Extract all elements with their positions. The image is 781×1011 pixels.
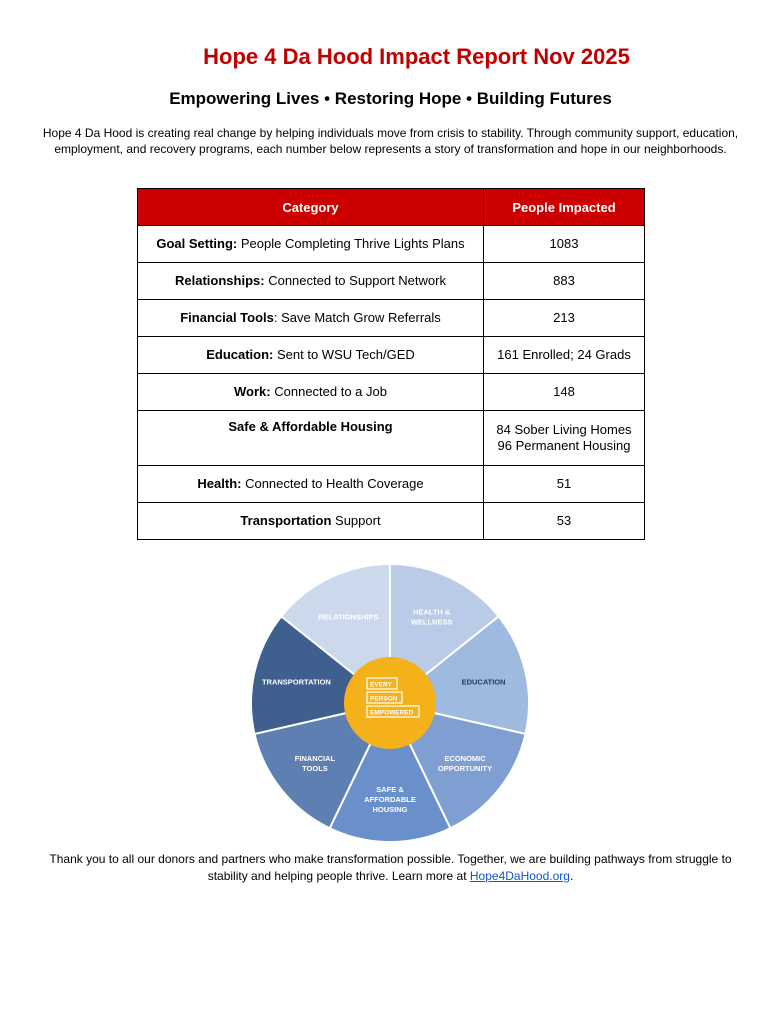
website-link[interactable]: Hope4DaHood.org (469, 869, 570, 883)
category-cell: Work: Connected to a Job (138, 374, 484, 411)
wedge-label-housing: SAFE & (376, 785, 404, 794)
category-cell: Goal Setting: People Completing Thrive Lights Plans (138, 226, 484, 263)
impact-cell: 53 (484, 503, 645, 540)
table-row (138, 337, 645, 374)
category-cell: Education: Sent to WSU Tech/GED (138, 337, 484, 374)
wedge-label-housing: AFFORDABLE (364, 795, 416, 804)
table-row (138, 411, 645, 466)
impact-table (137, 188, 645, 540)
impact-cell: 883 (484, 263, 645, 300)
center-line-3: EMPOWERED (370, 709, 414, 717)
impact-cell: 148 (484, 374, 645, 411)
table-row (138, 503, 645, 540)
impact-cell: 1083 (484, 226, 645, 263)
impact-cell: 84 Sober Living Homes 96 Permanent Housing (484, 411, 645, 466)
intro-paragraph: Hope 4 Da Hood is creating real change by helping individuals move from crisis to stability. Through community support, education, employment, and recovery programs, each number below represents a story of transformation and hope in our neighborhoods. (42, 126, 739, 156)
category-cell: Relationships: Connected to Support Network (138, 263, 484, 300)
category-cell: Transportation Support (138, 503, 484, 540)
center-line-1: EVERY (370, 681, 392, 689)
wedge-label-health: HEALTH & (412, 607, 451, 617)
impact-cell: 51 (484, 466, 645, 503)
table-row (138, 374, 645, 411)
wedge-label-economic: OPPORTUNITY (437, 763, 493, 773)
footer-paragraph: Thank you to all our donors and partners who make transformation possible. Together, we are building pathways from struggle to stability and helping people thrive. Learn more at Hope4DaHood.org. (49, 852, 732, 883)
wedge-label-financial: FINANCIAL (294, 753, 336, 763)
category-cell: Safe & Affordable Housing (138, 411, 484, 466)
impact-cell: 161 Enrolled; 24 Grads (484, 337, 645, 374)
wedge-label-transportation: TRANSPORTATION (261, 677, 331, 687)
table-row (138, 263, 645, 300)
wedge-label-education: EDUCATION (461, 677, 506, 687)
wedge-label-economic: ECONOMIC (444, 753, 486, 763)
category-header: Category (138, 189, 484, 226)
table-header-row (138, 189, 645, 226)
category-cell: Financial Tools: Save Match Grow Referrals (138, 300, 484, 337)
impact-header: People Impacted (484, 189, 645, 226)
impact-cell: 213 (484, 300, 645, 337)
table-row (138, 226, 645, 263)
center-line-2: PERSON (370, 695, 398, 703)
empowerment-wheel (248, 561, 532, 845)
wedge-label-financial: TOOLS (302, 763, 328, 773)
page-subtitle: Empowering Lives • Restoring Hope • Building Futures (169, 89, 612, 108)
table-row (138, 466, 645, 503)
page-title: Hope 4 Da Hood Impact Report Nov 2025 (203, 44, 630, 69)
wedge-label-housing: HOUSING (372, 805, 408, 814)
category-cell: Health: Connected to Health Coverage (138, 466, 484, 503)
wedge-label-relationships: RELATIONSHIPS (318, 612, 379, 622)
table-row (138, 300, 645, 337)
wedge-label-health: WELLNESS (410, 617, 453, 627)
